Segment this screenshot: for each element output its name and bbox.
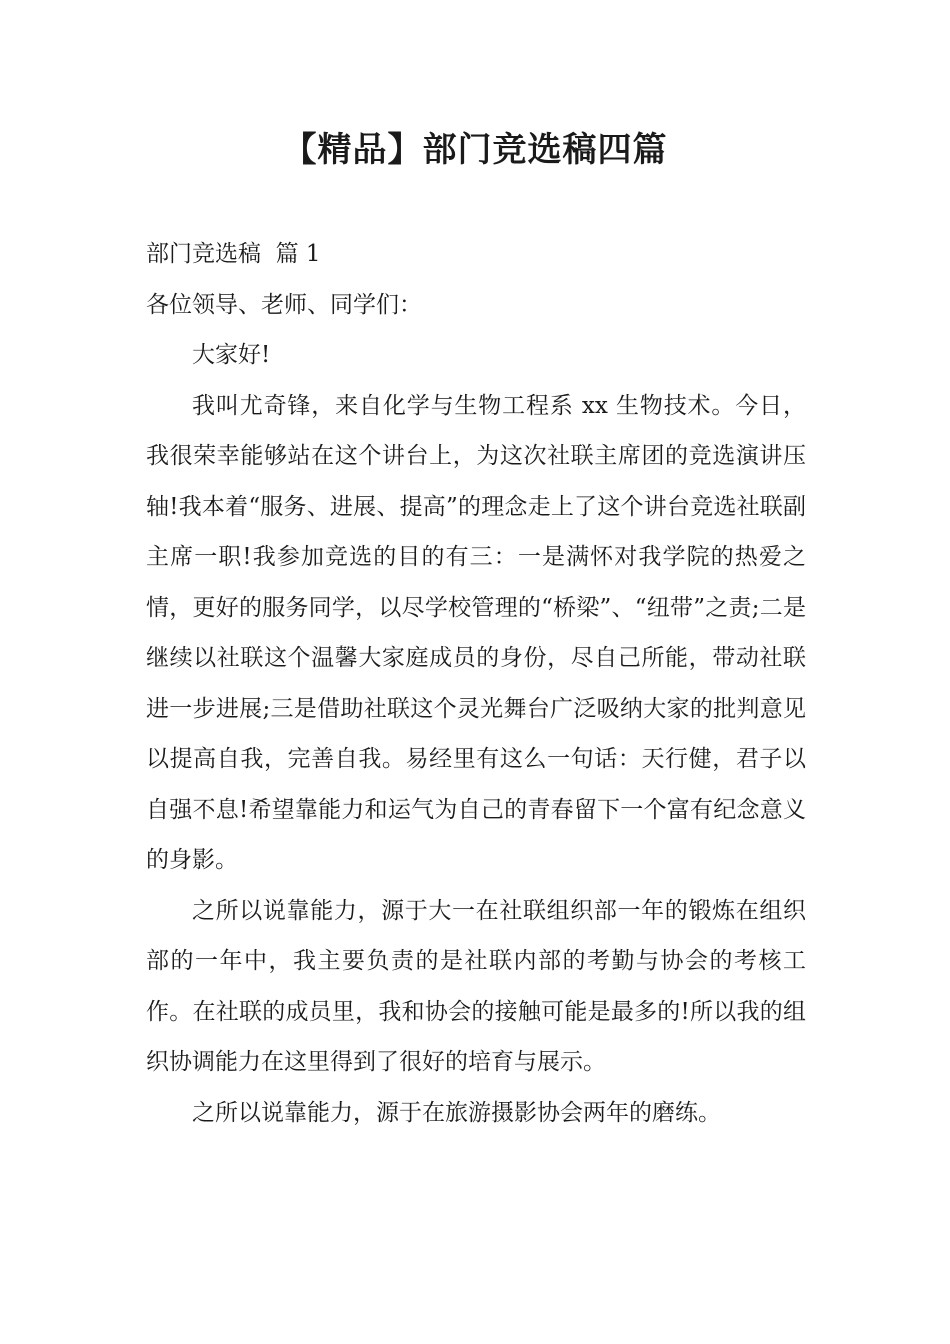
- paragraph-photography-experience: 之所以说靠能力，源于在旅游摄影协会两年的磨练。: [192, 1099, 721, 1126]
- document-body: [146, 229, 806, 1138]
- section-heading: 部门竞选稿 篇 1: [146, 241, 321, 267]
- salutation: 各位领导、老师、同学们：: [146, 291, 422, 318]
- paragraph-introduction: 我叫尤奇锋，来自化学与生物工程系 xx 生物技术。今日，我很荣幸能够站在这个讲台上，为这次社联主席团的竞选演讲压轴!我本着“服务、进展、提高”的理念走上了这个讲台竞选社联副主席一职!我参加竞选的目的有三：一是满怀对我学院的热爱之情，更好的服务同学，以尽学校管理的“桥梁”、“纽带”之责;二是继续以社联这个温馨大家庭成员的身份，尽自己所能，带动社联进一步进展;三是借助社联这个灵光舞台广泛吸纳大家的批判意见以提高自我，完善自我。易经里有这么一句话：天行健，君子以自强不息!希望靠能力和运气为自己的青春留下一个富有纪念意义的身影。: [146, 392, 806, 873]
- paragraph-greeting: 大家好!: [192, 342, 271, 368]
- document-title: 【精品】部门竞选稿四篇: [282, 130, 668, 170]
- paragraph-organization-experience: 之所以说靠能力，源于大一在社联组织部一年的锻炼在组织部的一年中，我主要负责的是社联内部的考勤与协会的考核工作。在社联的成员里，我和协会的接触可能是最多的!所以我的组织协调能力在这里得到了很好的培育与展示。: [146, 897, 806, 1075]
